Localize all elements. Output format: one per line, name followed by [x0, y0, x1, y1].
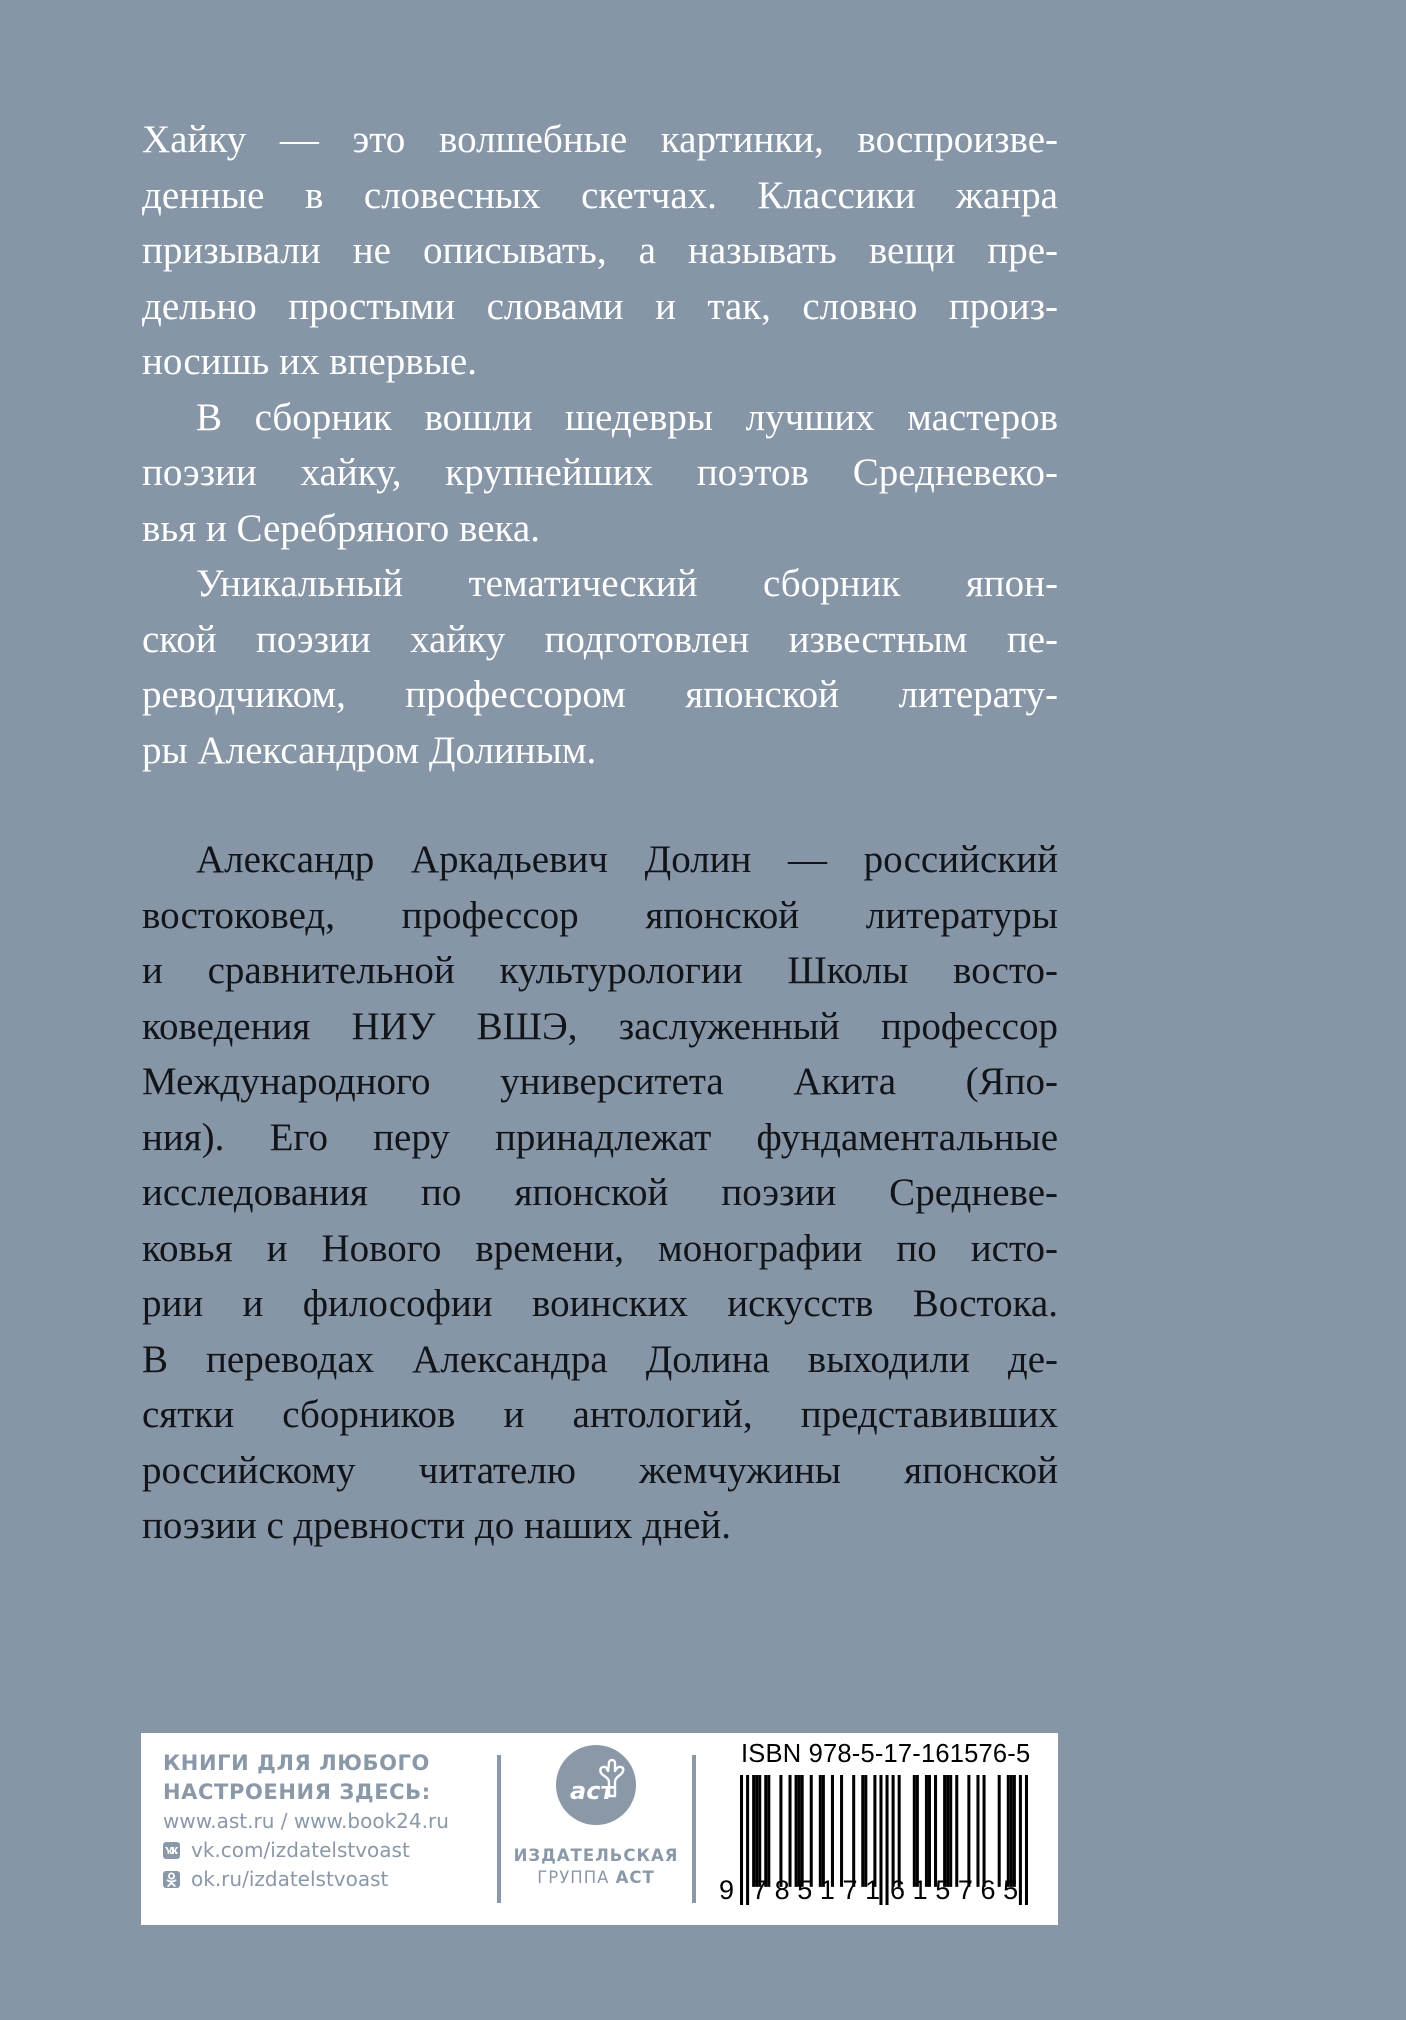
barcode-left-digits: 785171: [752, 1875, 888, 1905]
svg-text:аст: аст: [570, 1777, 615, 1805]
text-line: Международного университета Акита (Япо-: [142, 1060, 1058, 1103]
vk-link-text[interactable]: vk.com/izdatelstvoast: [191, 1838, 410, 1862]
text-line: ры Александром Долиным.: [142, 728, 597, 772]
author-bio-text: [142, 832, 1058, 1554]
divider: [692, 1755, 696, 1903]
text-line: поэзии хайку, крупнейших поэтов Средневеко-: [142, 451, 1058, 494]
paragraph: [142, 112, 1058, 390]
publisher-name-line-2: ГРУППА АСТ: [537, 1868, 655, 1887]
text-line: денные в словесных скетчах. Классики жанра: [142, 173, 1058, 217]
divider: [497, 1755, 501, 1903]
vk-icon: [163, 1842, 180, 1859]
text-line: носишь их впервые.: [142, 340, 477, 383]
text-line: реводчиком, профессором японской литерату-: [142, 673, 1058, 716]
text-line: ской поэзии хайку подготовлен известным пе-: [142, 617, 1058, 661]
text-line: коведения НИУ ВШЭ, заслуженный профессор: [142, 1004, 1058, 1048]
text-line: вья и Серебряного века.: [142, 506, 540, 550]
text-line: ния). Его перу принадлежат фундаментальные: [142, 1115, 1058, 1159]
odnoklassniki-icon: [163, 1871, 180, 1888]
isbn-barcode-area: [717, 1733, 1057, 1925]
text-line: дельно простыми словами и так, словно произ-: [142, 284, 1058, 328]
text-line: исследования по японской поэзии Средневе-: [142, 1171, 1058, 1214]
website-links-text[interactable]: www.ast.ru / www.book24.ru: [163, 1809, 449, 1833]
barcode-right-digits: 615765: [890, 1875, 1026, 1905]
text-line: ковья и Нового времени, монографии по исто-: [142, 1226, 1058, 1270]
promo-block: [163, 1749, 493, 1894]
text-line: рии и философии воинских искусств Востока.: [142, 1282, 1058, 1325]
text-line: и сравнительной культурологии Школы восто-: [142, 949, 1058, 992]
isbn-label: ISBN 978-5-17-161576-5: [741, 1740, 1031, 1768]
ok-link-text[interactable]: ok.ru/izdatelstvoast: [191, 1867, 389, 1891]
text-line: В сборник вошли шедевры лучших мастеров: [196, 395, 1058, 439]
text-line: призывали не описывать, а называть вещи пре-: [142, 229, 1058, 272]
paragraph: [142, 390, 1058, 557]
text-line: Уникальный тематический сборник япон-: [196, 562, 1058, 605]
text-line: Александр Аркадьевич Долин — российский: [196, 838, 1058, 881]
vk-link[interactable]: [163, 1836, 493, 1865]
paragraph: [142, 832, 1058, 1554]
annotation-text: [142, 112, 1058, 778]
website-links[interactable]: [163, 1807, 493, 1836]
publisher-name-line-1: ИЗДАТЕЛЬСКАЯ: [513, 1846, 679, 1865]
paragraph: [142, 556, 1058, 778]
text-line: Хайку — это волшебные картинки, воспроизве-: [142, 118, 1058, 161]
promo-heading-line-1: КНИГИ ДЛЯ ЛЮБОГО: [163, 1751, 430, 1775]
publisher-info-box: [141, 1733, 1058, 1925]
ast-logo-icon: [556, 1745, 636, 1825]
ok-link[interactable]: [163, 1865, 493, 1894]
barcode-first-digit: 9: [719, 1875, 735, 1905]
text-line: В переводах Александра Долина выходили де-: [142, 1337, 1058, 1381]
text-line: востоковед, профессор японской литературы: [142, 893, 1058, 937]
text-line: поэзии с древности до наших дней.: [142, 1504, 731, 1547]
text-line: сятки сборников и антологий, представивших: [142, 1393, 1058, 1436]
barcode-digits: [717, 1875, 1057, 1915]
publisher-block: [503, 1745, 689, 1889]
promo-heading-line-2: НАСТРОЕНИЯ ЗДЕСЬ:: [163, 1780, 431, 1804]
publisher-name: [503, 1845, 689, 1889]
text-line: российскому читателю жемчужины японской: [142, 1448, 1058, 1492]
